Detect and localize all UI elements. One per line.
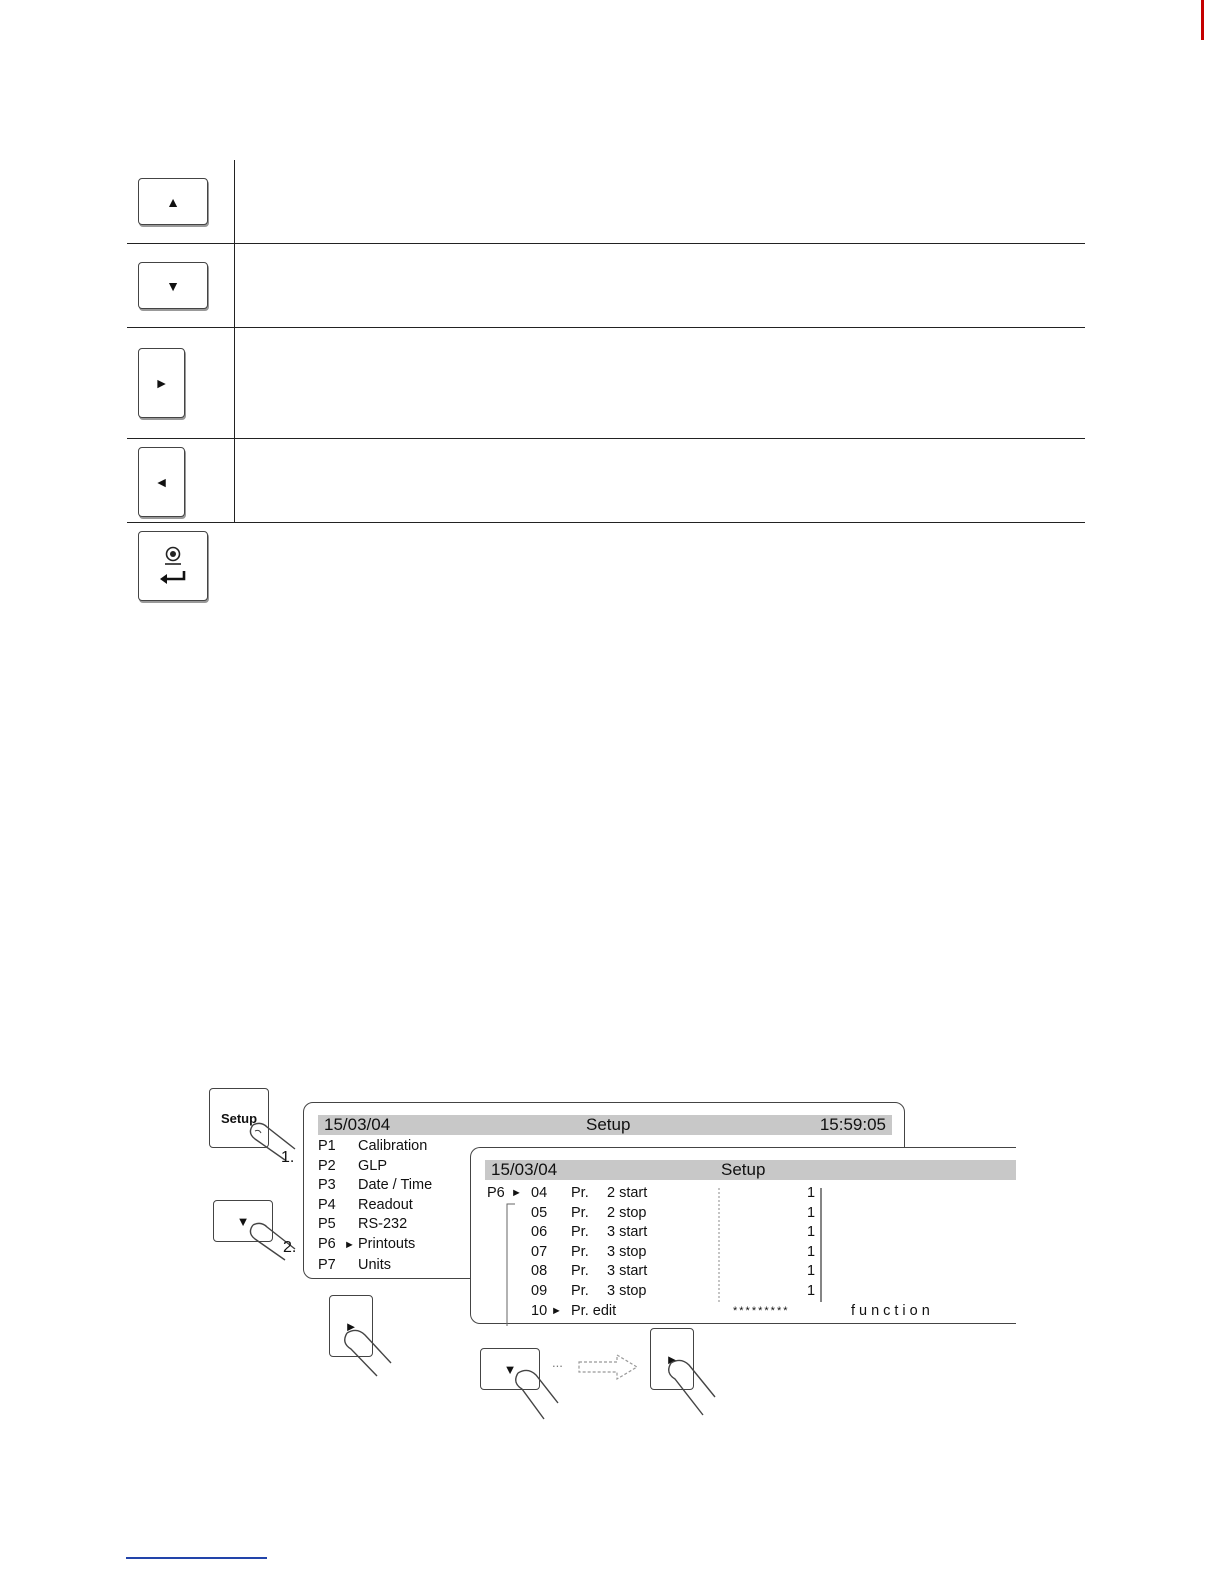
key-description bbox=[234, 244, 1085, 327]
selection-arrow-icon: ► bbox=[344, 1238, 355, 1251]
function-label: function bbox=[851, 1302, 934, 1319]
key-row-down bbox=[127, 244, 1085, 328]
right-key[interactable]: ► bbox=[329, 1295, 373, 1357]
key-row-right bbox=[127, 328, 1085, 439]
step-2-label: 2. bbox=[283, 1239, 297, 1256]
down-key-repeat[interactable]: ▼ bbox=[480, 1348, 540, 1390]
right-arrow-icon: ► bbox=[154, 375, 169, 391]
down-key[interactable]: ▼ bbox=[213, 1200, 273, 1242]
print-enter-key[interactable] bbox=[138, 531, 208, 601]
step-1-label: 1. bbox=[281, 1149, 295, 1166]
right-key-final[interactable]: ► bbox=[650, 1328, 694, 1390]
enter-arrow-icon bbox=[158, 570, 188, 586]
screen-title-bar bbox=[485, 1160, 1016, 1180]
masked-value: ********* bbox=[733, 1304, 790, 1317]
footer-link-underline bbox=[126, 1557, 267, 1559]
screen-title: Setup bbox=[721, 1160, 766, 1179]
screen-title-bar bbox=[318, 1115, 892, 1135]
setup-screen-printouts: 15/03/04 Setup P6 ► 04 Pr. 2 start 1 05 Pr. 2 stop 1 06 Pr. 3 start 1 07 Pr. 3 stop 1 08 Pr. 3 start 1 09 Pr. 3 stop 1 10 ► Pr. edit ********* function bbox=[470, 1147, 1016, 1324]
key-row-left bbox=[127, 439, 1085, 523]
down-arrow-icon: ▼ bbox=[166, 277, 180, 294]
selection-arrow-icon: ► bbox=[551, 1304, 562, 1317]
key-description bbox=[234, 439, 1085, 522]
key-description bbox=[234, 160, 1085, 243]
menu-item[interactable]: P4 Readout bbox=[318, 1196, 413, 1213]
right-key[interactable] bbox=[138, 348, 185, 418]
parent-code: P6 bbox=[487, 1185, 505, 1201]
finger-icon bbox=[339, 1321, 399, 1381]
screen-date: 15/03/04 bbox=[324, 1115, 391, 1134]
menu-item-selected[interactable]: P6 ► Printouts bbox=[318, 1235, 432, 1256]
menu-item[interactable]: P2 GLP bbox=[318, 1157, 388, 1174]
tree-bracket bbox=[501, 1198, 517, 1330]
menu-item[interactable]: P7 Units bbox=[318, 1256, 392, 1273]
left-arrow-icon: ◄ bbox=[154, 474, 169, 490]
down-key[interactable] bbox=[138, 262, 208, 309]
screen-date: 15/03/04 bbox=[491, 1160, 558, 1179]
finger-icon bbox=[510, 1363, 570, 1423]
repeat-label: ... bbox=[552, 1355, 563, 1370]
setup-menu bbox=[318, 1137, 432, 1275]
key-row-up bbox=[127, 160, 1085, 244]
menu-item[interactable]: P1 Calibration bbox=[318, 1138, 428, 1154]
key-row-enter bbox=[127, 523, 1085, 608]
finger-icon bbox=[663, 1353, 723, 1421]
key-description bbox=[234, 523, 1085, 608]
key-description bbox=[234, 328, 1085, 438]
print-icon bbox=[162, 546, 184, 566]
setup-key[interactable]: Setup bbox=[209, 1088, 269, 1148]
up-arrow-icon: ▲ bbox=[166, 193, 180, 210]
repeat-arrow-icon bbox=[577, 1353, 639, 1381]
screen-title: Setup bbox=[586, 1115, 631, 1134]
left-key[interactable] bbox=[138, 447, 185, 517]
menu-item[interactable]: P3 Date / Time bbox=[318, 1177, 433, 1194]
up-key[interactable] bbox=[138, 178, 208, 225]
page-edge-marker bbox=[1201, 0, 1204, 40]
key-table bbox=[127, 160, 1085, 608]
setup-navigation-diagram bbox=[205, 1085, 1015, 1425]
menu-item[interactable]: P5 RS-232 bbox=[318, 1216, 408, 1233]
finger-icon bbox=[245, 1115, 305, 1165]
screen-time: 15:59:05 bbox=[819, 1115, 886, 1134]
selection-arrow-icon: ► bbox=[511, 1187, 522, 1199]
